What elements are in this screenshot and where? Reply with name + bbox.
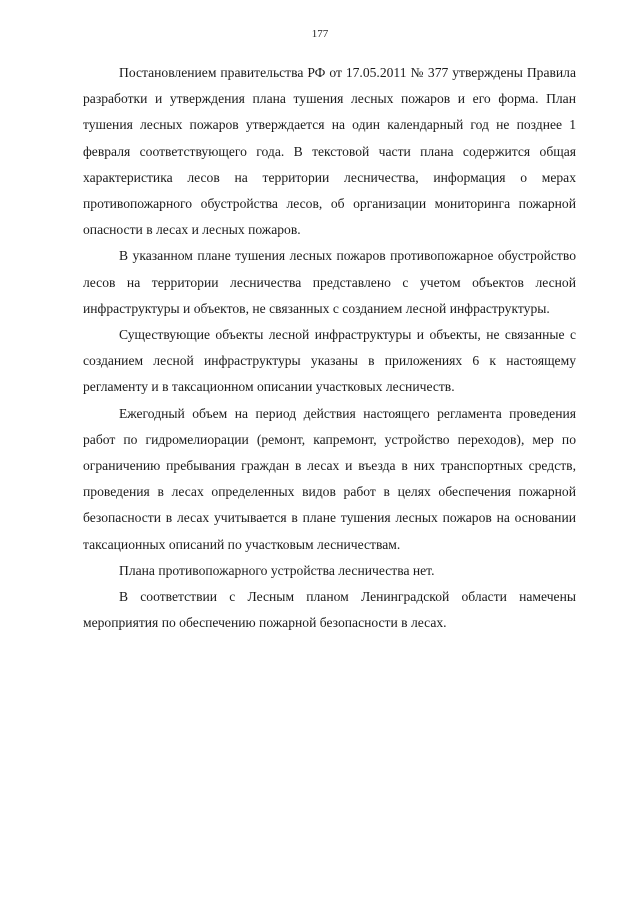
paragraph-fire-plan-rules: Постановлением правительства РФ от 17.05.2011 № 377 утверждены Правила разработки и утверждения плана тушения лесных пожаров и его форма. План тушения лесных пожаров утверждается на один календарный год не позднее 1 февраля соответствующего года. В текстовой части плана содержится общая характеристика лесов на территории лесничества, информация о мерах противопожарного обустройства лесов, об организации мониторинга пожарной опасности в лесах и лесных пожаров. xyxy=(83,65,576,238)
paragraph-annual-volume: Ежегодный объем на период действия настоящего регламента проведения работ по гидромелиорации (ремонт, капремонт, устройство переходов), мер по ограничению пребывания граждан в лесах и въезда в них транспортных средств, проведения в лесах определенных видов работ в целях обеспечения пожарной безопасности в лесах учитывается в плане тушения лесных пожаров на основании таксационных описаний по участковым лесничествам. xyxy=(83,405,576,552)
paragraph-no-plan: Плана противопожарного устройства лесничества нет. xyxy=(119,562,435,578)
body-text xyxy=(83,60,576,636)
paragraph-existing-objects: Существующие объекты лесной инфраструктуры и объекты, не связанные с созданием лесной инфраструктуры указаны в приложениях 6 к настоящему регламенту и в таксационном описании участковых лесничеств. xyxy=(83,327,576,395)
page-number: 177 xyxy=(311,28,329,40)
paragraph-forest-plan-measures: В соответствии с Лесным планом Ленинградской области намечены мероприятия по обеспечению пожарной безопасности в лесах. xyxy=(83,589,576,631)
paragraph-fire-plan-infrastructure: В указанном плане тушения лесных пожаров противопожарное обустройство лесов на территории лесничества представлено с учетом объектов лесной инфраструктуры и объектов, не связанных с созданием лесной инфраструктуры. xyxy=(83,248,576,316)
